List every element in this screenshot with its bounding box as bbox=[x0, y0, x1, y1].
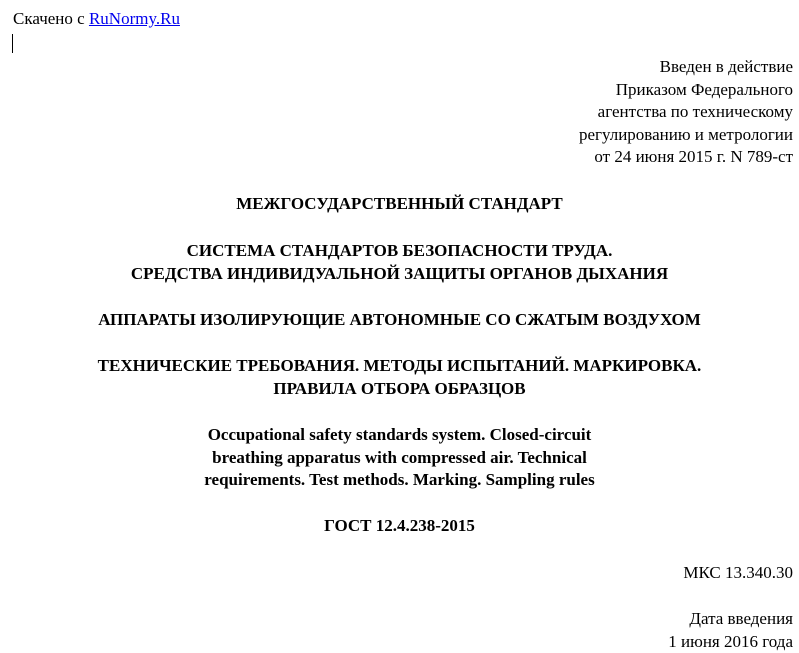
text-cursor bbox=[12, 34, 13, 53]
requirements-heading bbox=[0, 355, 799, 400]
source-link[interactable]: RuNormy.Ru bbox=[89, 9, 180, 28]
english-title bbox=[0, 424, 799, 492]
subject-heading: АППАРАТЫ ИЗОЛИРУЮЩИЕ АВТОНОМНЫЕ СО СЖАТЫМ ВОЗДУХОМ bbox=[0, 309, 799, 332]
system-heading bbox=[0, 240, 799, 285]
enactment-line: регулированию и метрологии bbox=[579, 124, 793, 147]
system-heading-line: СРЕДСТВА ИНДИВИДУАЛЬНОЙ ЗАЩИТЫ ОРГАНОВ ДЫХАНИЯ bbox=[0, 263, 799, 286]
standard-type-heading: МЕЖГОСУДАРСТВЕННЫЙ СТАНДАРТ bbox=[0, 193, 799, 216]
enactment-line: агентства по техническому bbox=[579, 101, 793, 124]
gost-designation: ГОСТ 12.4.238-2015 bbox=[0, 515, 799, 538]
introduction-date-block bbox=[668, 608, 793, 653]
mks-code: МКС 13.340.30 bbox=[683, 562, 793, 585]
introduction-date-line: 1 июня 2016 года bbox=[668, 631, 793, 653]
source-prefix: Скачено с bbox=[13, 9, 89, 28]
english-title-line: breathing apparatus with compressed air. Technical bbox=[0, 447, 799, 470]
system-heading-line: СИСТЕМА СТАНДАРТОВ БЕЗОПАСНОСТИ ТРУДА. bbox=[0, 240, 799, 263]
english-title-line: requirements. Test methods. Marking. Sampling rules bbox=[0, 469, 799, 492]
enactment-block bbox=[579, 56, 793, 169]
requirements-heading-line: ТЕХНИЧЕСКИЕ ТРЕБОВАНИЯ. МЕТОДЫ ИСПЫТАНИЙ. МАРКИРОВКА. bbox=[0, 355, 799, 378]
enactment-line: от 24 июня 2015 г. N 789-ст bbox=[579, 146, 793, 169]
enactment-line: Введен в действие bbox=[579, 56, 793, 79]
enactment-line: Приказом Федерального bbox=[579, 79, 793, 102]
source-note bbox=[13, 8, 180, 31]
introduction-date-line: Дата введения bbox=[668, 608, 793, 631]
requirements-heading-line: ПРАВИЛА ОТБОРА ОБРАЗЦОВ bbox=[0, 378, 799, 401]
english-title-line: Occupational safety standards system. Closed-circuit bbox=[0, 424, 799, 447]
